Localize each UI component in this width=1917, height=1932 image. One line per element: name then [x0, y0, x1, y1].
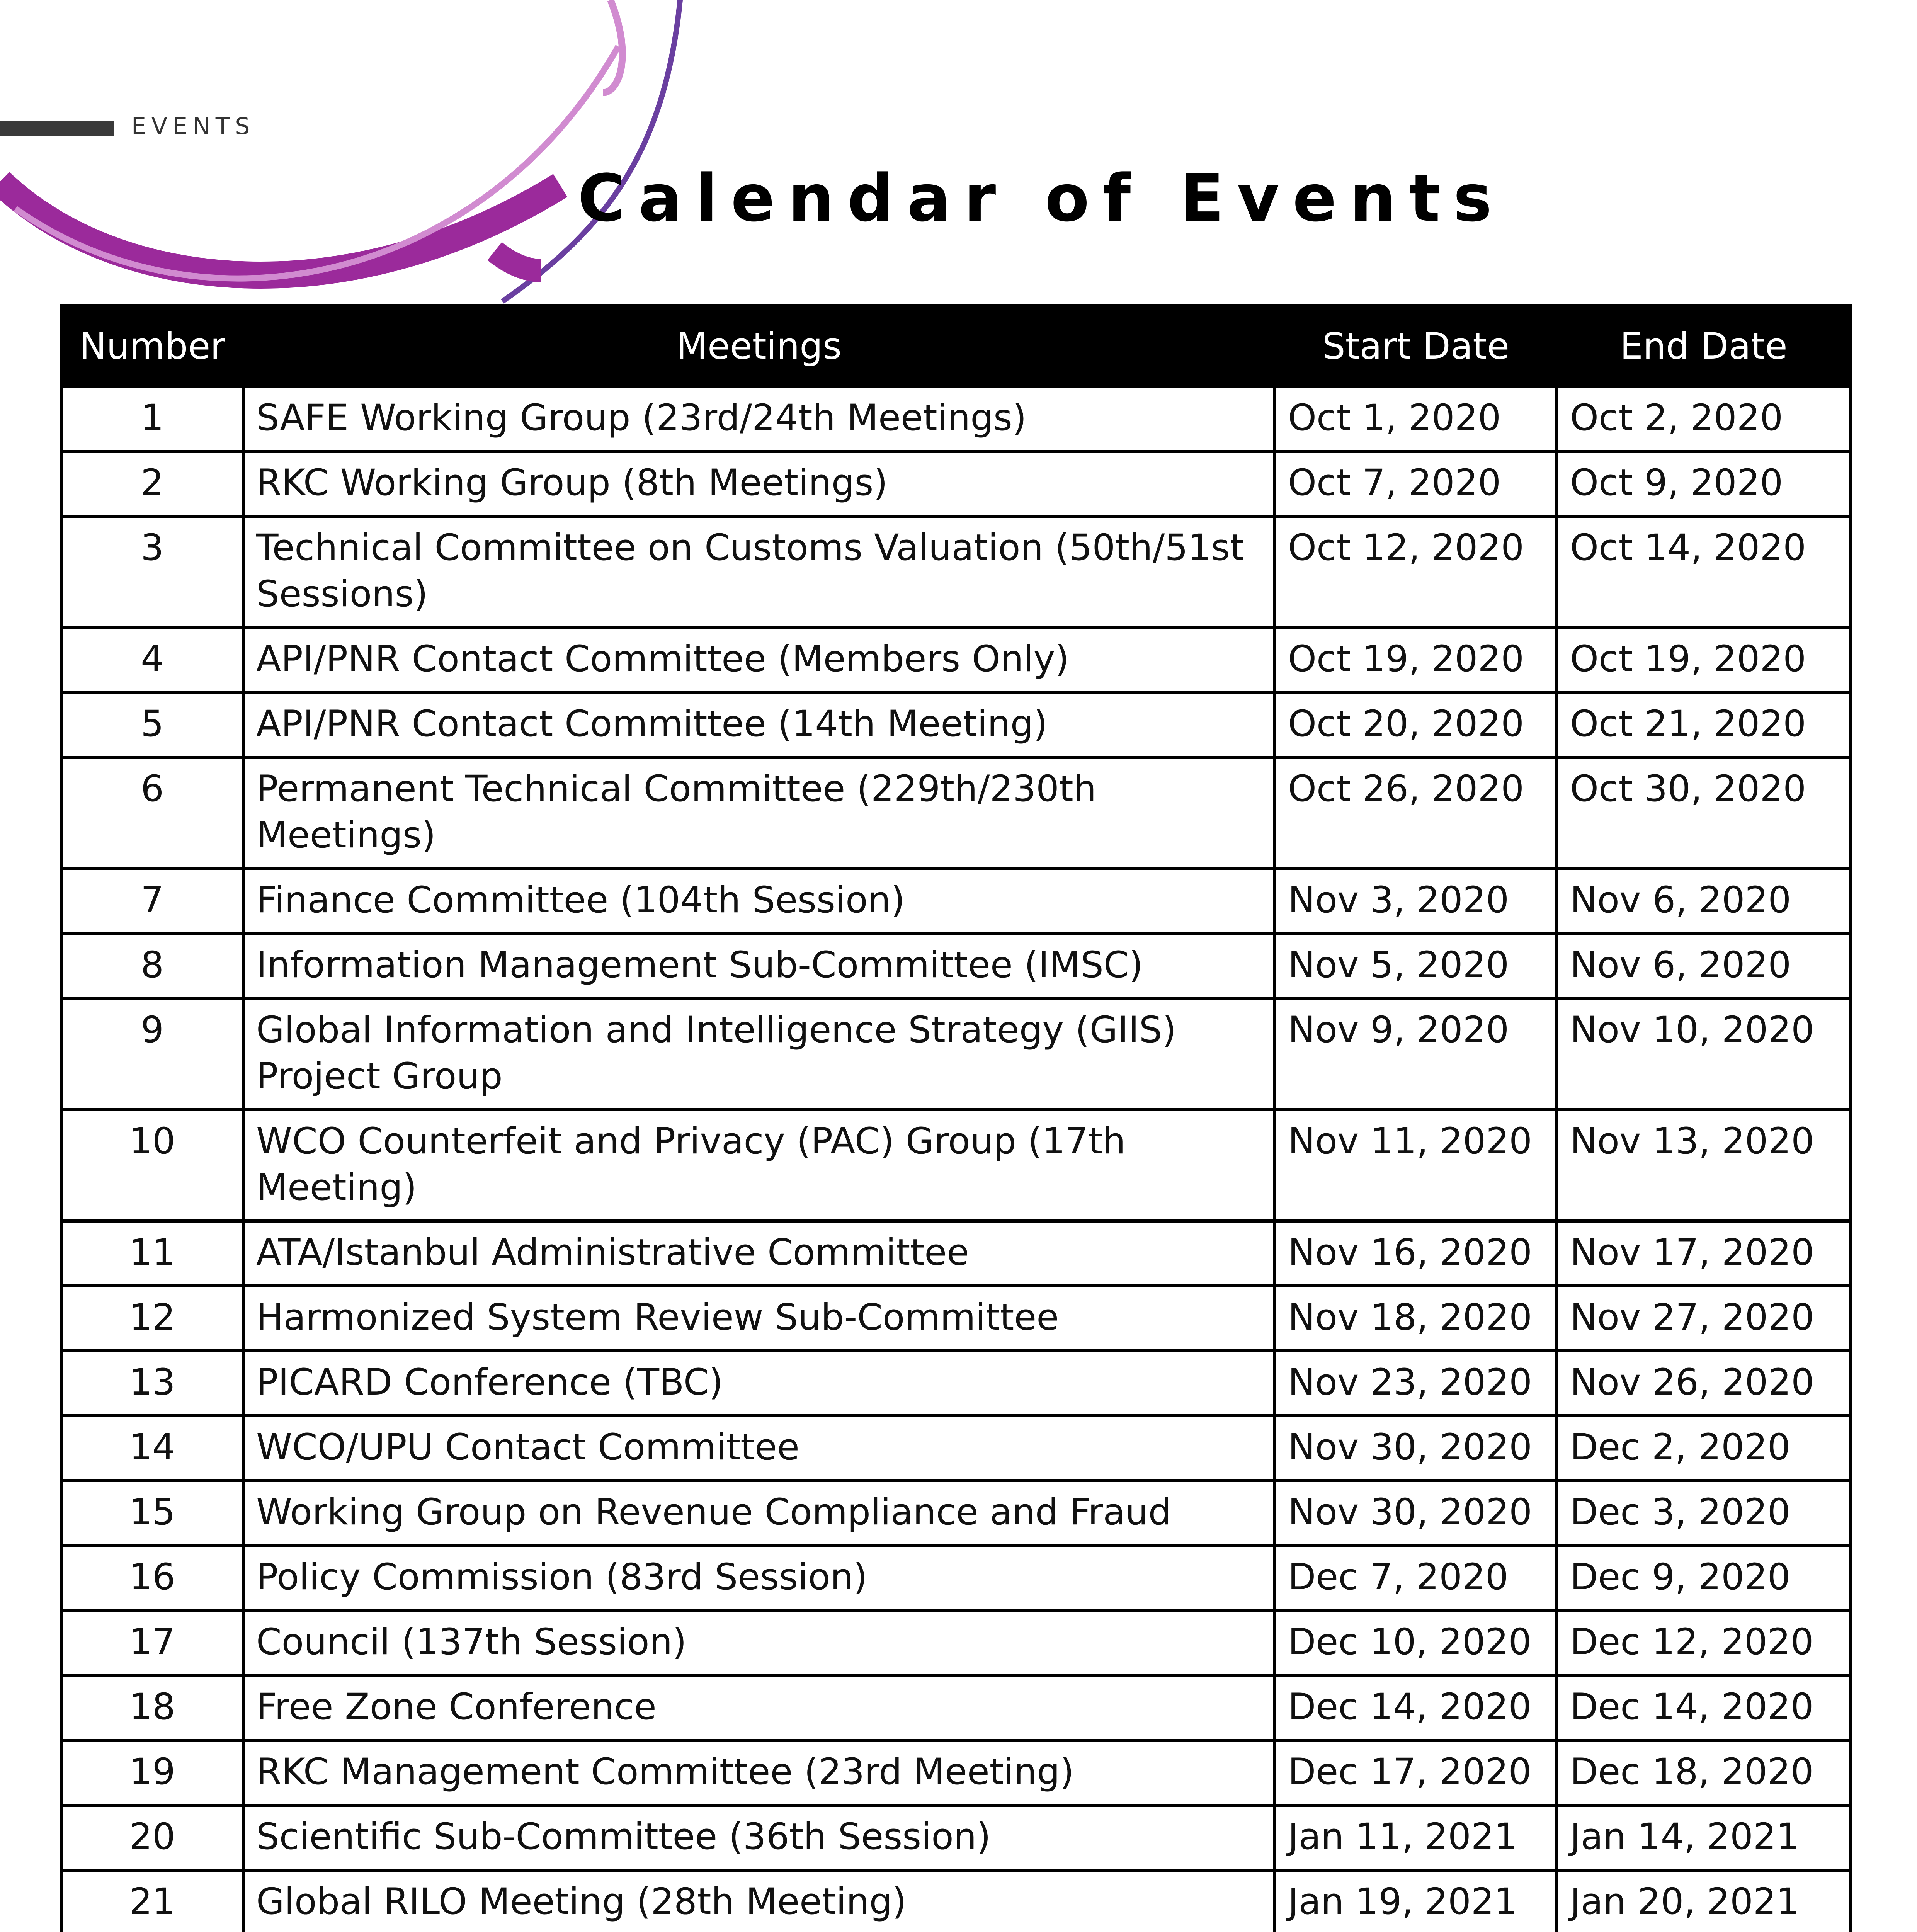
cell-end-date: Oct 21, 2020 — [1557, 692, 1851, 757]
cell-meeting: Policy Commission (83rd Session) — [243, 1546, 1275, 1611]
cell-start-date: Dec 7, 2020 — [1275, 1546, 1557, 1611]
cell-meeting: PICARD Conference (TBC) — [243, 1351, 1275, 1416]
cell-number: 14 — [61, 1416, 243, 1481]
cell-meeting: Finance Committee (104th Session) — [243, 869, 1275, 934]
table-row — [61, 386, 1851, 451]
cell-number: 18 — [61, 1675, 243, 1740]
table-row — [61, 1481, 1851, 1546]
violet-arc-icon — [502, 0, 680, 301]
cell-number: 11 — [61, 1221, 243, 1286]
cell-end-date: Nov 10, 2020 — [1557, 998, 1851, 1110]
cell-start-date: Jan 11, 2021 — [1275, 1805, 1557, 1870]
cell-meeting: Global Information and Intelligence Strategy (GIIS) Project Group — [243, 998, 1275, 1110]
purple-arc-icon — [0, 182, 560, 275]
table-row — [61, 1675, 1851, 1740]
events-table-body — [61, 386, 1851, 1932]
cell-end-date: Oct 14, 2020 — [1557, 516, 1851, 628]
cell-meeting: Permanent Technical Committee (229th/230th Meetings) — [243, 757, 1275, 869]
table-row — [61, 1110, 1851, 1221]
cell-start-date: Nov 3, 2020 — [1275, 869, 1557, 934]
table-row — [61, 1611, 1851, 1675]
cell-number: 21 — [61, 1870, 243, 1932]
cell-number: 12 — [61, 1286, 243, 1351]
cell-number: 16 — [61, 1546, 243, 1611]
cell-number: 4 — [61, 628, 243, 692]
cell-number: 1 — [61, 386, 243, 451]
cell-end-date: Nov 26, 2020 — [1557, 1351, 1851, 1416]
cell-meeting: Working Group on Revenue Compliance and Fraud — [243, 1481, 1275, 1546]
cell-start-date: Dec 14, 2020 — [1275, 1675, 1557, 1740]
table-row — [61, 1286, 1851, 1351]
page-title: Calendar of Events — [578, 160, 1505, 236]
table-row — [61, 1740, 1851, 1805]
cell-end-date: Nov 13, 2020 — [1557, 1110, 1851, 1221]
cell-meeting: Global RILO Meeting (28th Meeting) — [243, 1870, 1275, 1932]
table-row — [61, 1351, 1851, 1416]
cell-meeting: Technical Committee on Customs Valuation (50th/51st Sessions) — [243, 516, 1275, 628]
purple-hook-icon — [495, 251, 541, 270]
cell-meeting: WCO/UPU Contact Committee — [243, 1416, 1275, 1481]
cell-end-date: Nov 6, 2020 — [1557, 869, 1851, 934]
cell-end-date: Dec 3, 2020 — [1557, 1481, 1851, 1546]
cell-start-date: Nov 23, 2020 — [1275, 1351, 1557, 1416]
table-row — [61, 1870, 1851, 1932]
cell-number: 5 — [61, 692, 243, 757]
header-number: Number — [61, 306, 243, 386]
cell-start-date: Oct 1, 2020 — [1275, 386, 1557, 451]
cell-meeting: Council (137th Session) — [243, 1611, 1275, 1675]
cell-start-date: Nov 30, 2020 — [1275, 1481, 1557, 1546]
cell-end-date: Nov 27, 2020 — [1557, 1286, 1851, 1351]
cell-end-date: Oct 2, 2020 — [1557, 386, 1851, 451]
header-start-date: Start Date — [1275, 306, 1557, 386]
cell-end-date: Dec 2, 2020 — [1557, 1416, 1851, 1481]
cell-meeting: WCO Counterfeit and Privacy (PAC) Group (17th Meeting) — [243, 1110, 1275, 1221]
cell-start-date: Nov 11, 2020 — [1275, 1110, 1557, 1221]
cell-meeting: API/PNR Contact Committee (14th Meeting) — [243, 692, 1275, 757]
cell-number: 20 — [61, 1805, 243, 1870]
table-row — [61, 516, 1851, 628]
cell-end-date: Dec 18, 2020 — [1557, 1740, 1851, 1805]
cell-meeting: Scientific Sub-Committee (36th Session) — [243, 1805, 1275, 1870]
cell-end-date: Jan 14, 2021 — [1557, 1805, 1851, 1870]
pink-arc-icon — [15, 46, 618, 279]
cell-number: 7 — [61, 869, 243, 934]
cell-start-date: Dec 17, 2020 — [1275, 1740, 1557, 1805]
section-bar — [0, 121, 114, 136]
cell-start-date: Nov 5, 2020 — [1275, 934, 1557, 998]
table-header-row — [61, 306, 1851, 386]
cell-number: 3 — [61, 516, 243, 628]
table-row — [61, 1546, 1851, 1611]
cell-end-date: Dec 9, 2020 — [1557, 1546, 1851, 1611]
cell-meeting: API/PNR Contact Committee (Members Only) — [243, 628, 1275, 692]
pink-arc-top-icon — [603, 0, 623, 93]
cell-start-date: Oct 12, 2020 — [1275, 516, 1557, 628]
table-row — [61, 692, 1851, 757]
cell-number: 15 — [61, 1481, 243, 1546]
cell-start-date: Oct 7, 2020 — [1275, 451, 1557, 516]
cell-start-date: Nov 16, 2020 — [1275, 1221, 1557, 1286]
cell-number: 8 — [61, 934, 243, 998]
cell-end-date: Jan 20, 2021 — [1557, 1870, 1851, 1932]
cell-start-date: Dec 10, 2020 — [1275, 1611, 1557, 1675]
table-row — [61, 757, 1851, 869]
cell-end-date: Oct 9, 2020 — [1557, 451, 1851, 516]
cell-start-date: Nov 18, 2020 — [1275, 1286, 1557, 1351]
table-row — [61, 869, 1851, 934]
cell-start-date: Nov 9, 2020 — [1275, 998, 1557, 1110]
cell-meeting: RKC Working Group (8th Meetings) — [243, 451, 1275, 516]
section-label: EVENTS — [131, 113, 255, 140]
cell-end-date: Nov 6, 2020 — [1557, 934, 1851, 998]
cell-end-date: Dec 14, 2020 — [1557, 1675, 1851, 1740]
cell-start-date: Oct 26, 2020 — [1275, 757, 1557, 869]
cell-number: 19 — [61, 1740, 243, 1805]
cell-meeting: Free Zone Conference — [243, 1675, 1275, 1740]
cell-number: 2 — [61, 451, 243, 516]
table-row — [61, 451, 1851, 516]
cell-number: 13 — [61, 1351, 243, 1416]
table-row — [61, 1221, 1851, 1286]
table-row — [61, 1805, 1851, 1870]
cell-end-date: Oct 30, 2020 — [1557, 757, 1851, 869]
cell-meeting: ATA/Istanbul Administrative Committee — [243, 1221, 1275, 1286]
cell-number: 6 — [61, 757, 243, 869]
cell-meeting: Harmonized System Review Sub-Committee — [243, 1286, 1275, 1351]
cell-number: 9 — [61, 998, 243, 1110]
table-row — [61, 1416, 1851, 1481]
table-row — [61, 934, 1851, 998]
cell-number: 10 — [61, 1110, 243, 1221]
cell-number: 17 — [61, 1611, 243, 1675]
cell-start-date: Nov 30, 2020 — [1275, 1416, 1557, 1481]
cell-end-date: Dec 12, 2020 — [1557, 1611, 1851, 1675]
events-table — [60, 304, 1852, 1932]
cell-end-date: Oct 19, 2020 — [1557, 628, 1851, 692]
cell-meeting: SAFE Working Group (23rd/24th Meetings) — [243, 386, 1275, 451]
table-row — [61, 998, 1851, 1110]
cell-start-date: Oct 20, 2020 — [1275, 692, 1557, 757]
cell-start-date: Oct 19, 2020 — [1275, 628, 1557, 692]
table-row — [61, 628, 1851, 692]
header-meetings: Meetings — [243, 306, 1275, 386]
cell-meeting: RKC Management Committee (23rd Meeting) — [243, 1740, 1275, 1805]
cell-start-date: Jan 19, 2021 — [1275, 1870, 1557, 1932]
cell-meeting: Information Management Sub-Committee (IMSC) — [243, 934, 1275, 998]
cell-end-date: Nov 17, 2020 — [1557, 1221, 1851, 1286]
header-end-date: End Date — [1557, 306, 1851, 386]
